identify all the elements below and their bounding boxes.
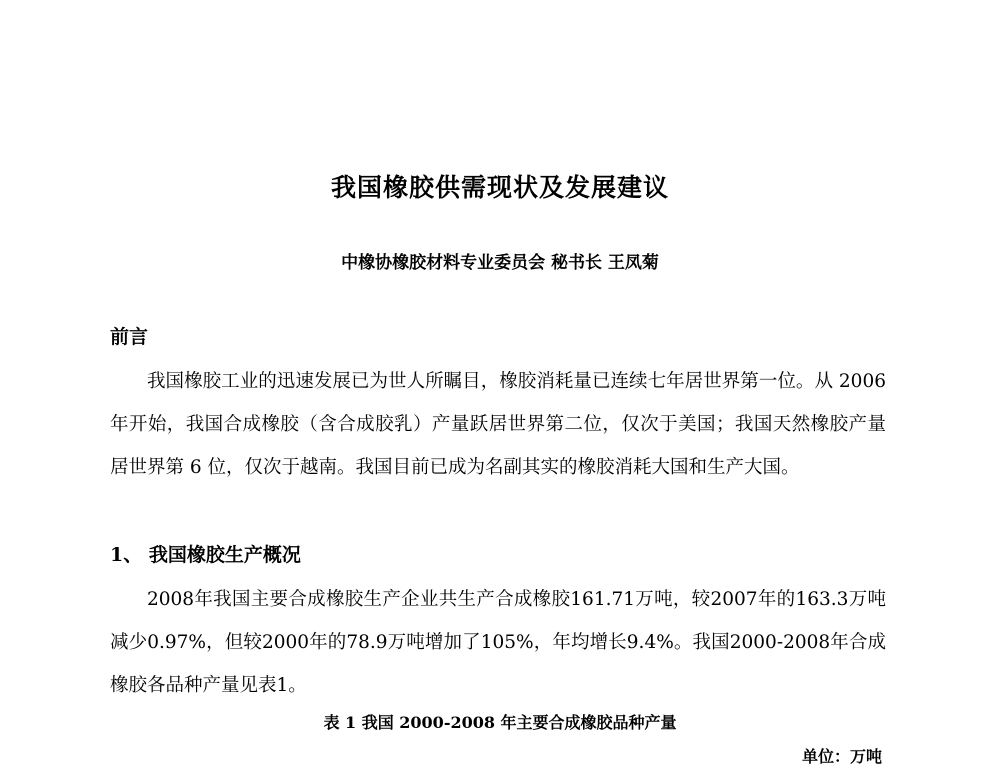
preface-heading: 前言 — [110, 326, 149, 348]
table-1-unit: 单位：万吨 — [801, 747, 882, 766]
preface-paragraph: 我国橡胶工业的迅速发展已为世人所瞩目，橡胶消耗量已连续七年居世界第一位。从 2006 年开始，我国合成橡胶（含合成胶乳）产量跃居世界第二位，仅次于美国；我国天然橡胶产量居世界第 6 位，仅次于越南。我国目前已成为名副其实的橡胶消耗大国和生产大国。 — [110, 371, 886, 478]
document-title: 我国橡胶供需现状及发展建议 — [330, 173, 669, 202]
section-1-paragraph: 2008年我国主要合成橡胶生产企业共生产合成橡胶161.71万吨，较2007年的163.3万吨减少0.97%，但较2000年的78.9万吨增加了105%，年均增长9.4%。我国2000-2008年合成橡胶各品种产量见表1。 — [110, 589, 886, 696]
table-1-caption: 表 1 我国 2000-2008 年主要合成橡胶品种产量 — [323, 713, 677, 732]
section-1-heading: 1、 我国橡胶生产概况 — [110, 544, 301, 566]
author-line: 中橡协橡胶材料专业委员会 秘书长 王凤菊 — [341, 253, 659, 273]
